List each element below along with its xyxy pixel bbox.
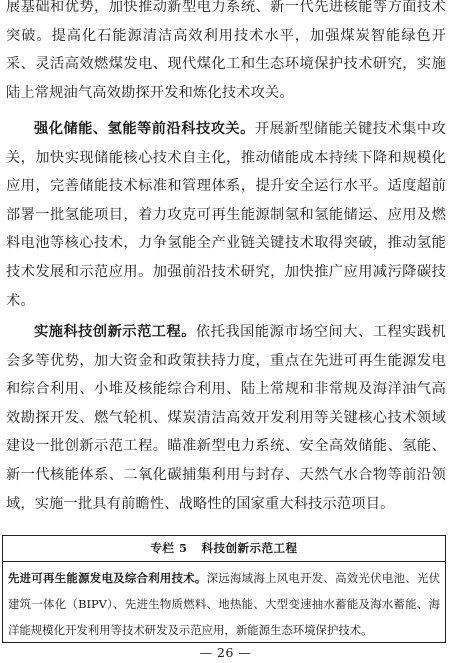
box-lead: 先进可再生能源发电及综合利用技术。 bbox=[8, 571, 207, 585]
box-body bbox=[3, 562, 445, 643]
paragraph-storage-hydrogen bbox=[6, 115, 446, 315]
box-title bbox=[3, 536, 445, 562]
paragraph-lead: 强化储能、氢能等前沿科技攻关。 bbox=[34, 121, 255, 137]
box-text: 深远海域海上风电开发、高效光伏电池、光伏建筑一体化（BIPV）、先进生物质燃料、地热能、大型变速抽水蓄能及海水蓄能、海洋能规模化开发利用等技术研发及示范应用，新能源生态环境保护技术。 bbox=[8, 571, 440, 637]
box-heading: 科技创新示范工程 bbox=[201, 541, 298, 555]
paragraph-text: 开展新型储能关键技术集中攻关，加快实现储能核心技术自主化，推动储能成本持续下降和规模化应用，完善储能技术标准和管理体系，提升安全运行水平。适度超前部署一批氢能项目，着力攻克可再生能源制氢和氢能储运、应用及燃料电池等核心技术，力争氢能全产业链关键技术取得突破，推动氢能技术发展和示范应用。加强前沿技术研究，加快推广应用减污降碳技术。 bbox=[6, 121, 446, 309]
paragraph-continuation bbox=[6, 0, 446, 107]
paragraph-demo-projects bbox=[6, 318, 446, 518]
sidebar-box bbox=[2, 535, 446, 643]
paragraph-text: 依托我国能源市场空间大、工程实践机会多等优势，加大资金和政策扶持力度，重点在先进可再生能源发电和综合利用、小堆及核能综合利用、陆上常规和非常规及海洋油气高效勘探开发、燃气轮机、煤炭清洁高效开发利用等关键核心技术领域建设一批创新示范工程。瞄准新型电力系统、安全高效储能、氢能、新一代核能体系、二氧化碳捕集利用与封存、天然气水合物等前沿领域，实施一批具有前瞻性、战略性的国家重大科技示范项目。 bbox=[6, 324, 447, 512]
page-number: — 26 — bbox=[199, 645, 252, 660]
paragraph-lead: 实施科技创新示范工程。 bbox=[34, 324, 196, 340]
box-label: 专栏 5 bbox=[150, 541, 188, 555]
paragraph-text: 展基础和优势，加快推动新型电力系统、新一代先进核能等方面技术突破。提高化石能源清洁高效利用技术水平，加强煤炭智能绿色开采、灵活高效燃煤发电、现代煤化工和生态环境保护技术研究，实施陆上常规油气高效勘探开发和炼化技术攻关。 bbox=[6, 0, 446, 101]
